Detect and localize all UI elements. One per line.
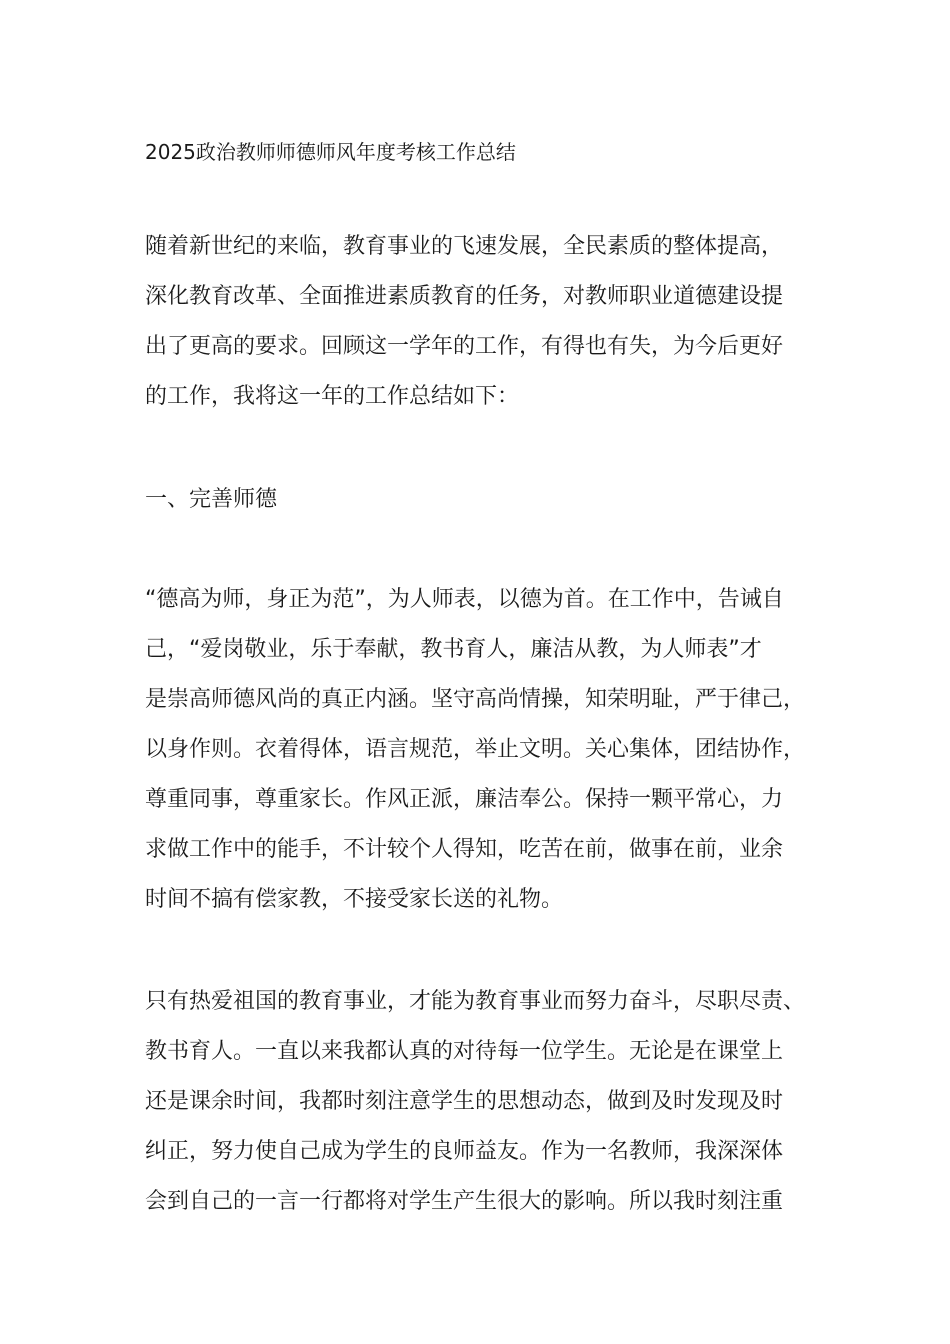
text-line: 深化教育改革、全面推进素质教育的任务，对教师职业道德建设提 <box>145 284 784 309</box>
section-heading: 一、完善师德 <box>145 487 278 512</box>
text-line: 的工作，我将这一年的工作总结如下： <box>145 384 520 409</box>
text-line: 求做工作中的能手，不计较个人得知，吃苦在前，做事在前，业余 <box>145 837 784 862</box>
text-line: 以身作则。衣着得体，语言规范，举止文明。关心集体，团结协作， <box>145 737 806 762</box>
text-line: 出了更高的要求。回顾这一学年的工作，有得也有失，为今后更好 <box>145 334 784 359</box>
text-line: 尊重同事，尊重家长。作风正派，廉洁奉公。保持一颗平常心，力 <box>145 787 784 812</box>
text-line: 教书育人。一直以来我都认真的对待每一位学生。无论是在课堂上 <box>145 1039 784 1064</box>
text-line: 只有热爱祖国的教育事业，才能为教育事业而努力奋斗，尽职尽责、 <box>145 989 806 1014</box>
text-line: 随着新世纪的来临，教育事业的飞速发展，全民素质的整体提高， <box>145 234 784 259</box>
text-line: 是崇高师德风尚的真正内涵。坚守高尚情操，知荣明耻，严于律己， <box>145 687 806 712</box>
document-title: 2025政治教师师德师风年度考核工作总结 <box>145 140 516 164</box>
intro-paragraph <box>145 222 835 422</box>
body-paragraph <box>145 977 835 1227</box>
text-line: “德高为师，身正为范”，为人师表，以德为首。在工作中，告诫自 <box>145 587 784 612</box>
text-line: 纠正，努力使自己成为学生的良师益友。作为一名教师，我深深体 <box>145 1139 784 1164</box>
text-line: 会到自己的一言一行都将对学生产生很大的影响。所以我时刻注重 <box>145 1189 784 1214</box>
text-line: 还是课余时间，我都时刻注意学生的思想动态，做到及时发现及时 <box>145 1089 784 1114</box>
text-line: 时间不搞有偿家教，不接受家长送的礼物。 <box>145 887 564 912</box>
body-paragraph <box>145 575 835 925</box>
text-line: 己，“爱岗敬业，乐于奉献，教书育人，廉洁从教，为人师表”才 <box>145 637 762 662</box>
